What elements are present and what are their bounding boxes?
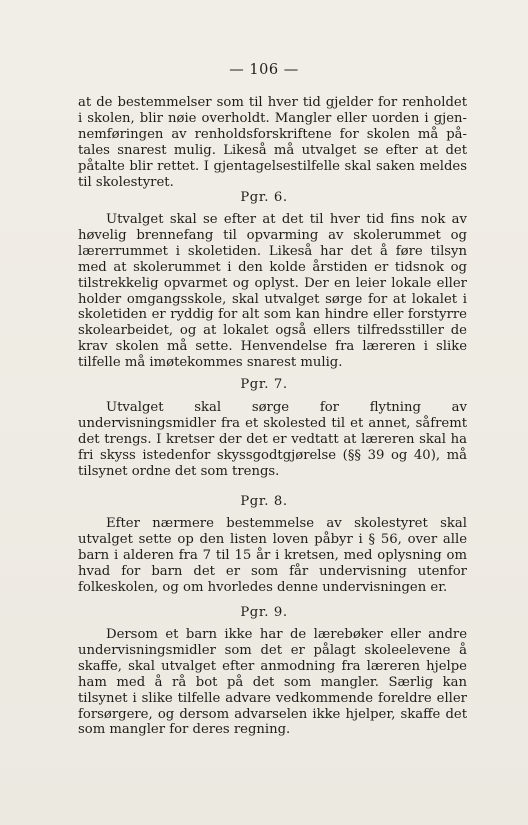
paragraph-pgr-7 <box>78 400 467 480</box>
section-heading-pgr-7: Pgr. 7. <box>240 377 288 392</box>
paragraph-pgr-8-text: Efter nærmere bestemmelse av skolestyret skal utvalget sette op den listen loven påbyr i § 56, over alle barn i alderen fra 7 til 15 år i kretsen, med oplysning om hvad for barn det er som får undervisning utenfor folkeskolen, og om hvorledes denne undervisningen er. <box>78 516 467 595</box>
paragraph-pgr-6 <box>78 212 467 371</box>
page-number: — 106 — <box>229 62 299 78</box>
paragraph-pgr-8 <box>78 516 467 596</box>
paragraph-pgr-6-text: Utvalget skal se efter at det til hver tid fins nok av høvelig brennefang til opvarming av skolerummet og lærerrummet i skoletiden. Likeså har det å føre tilsyn med at skolerummet i den kolde årstiden er tidsnok og tilstrekkelig opvarmet og oplyst. Der en leier lokale eller holder omgangsskole, skal utvalget sørge for at lokalet i skoletiden er ryddig for alt som kan hindre eller forstyrre skolearbeidet, og at lokalet også ellers tilfredsstiller de krav skolen må sette. Henvendelse fra læreren i slike tilfelle må imøtekommes snarest mulig. <box>78 212 467 371</box>
paragraph-intro-text: at de bestemmelser som til hver tid gjelder for renholdet i skolen, blir nøie overholdt. Mangler eller uorden i gjennemføringen av renholdsforskriftene for skolen må påtales snarest mulig. Likeså må utvalget se efter at det påtalte blir rettet. I gjentagelsestilfelle skal saken meldes til skolestyret. <box>78 95 467 190</box>
section-heading-pgr-8: Pgr. 8. <box>240 494 288 509</box>
section-heading-pgr-9: Pgr. 9. <box>240 605 288 620</box>
paragraph-intro <box>78 95 467 190</box>
paragraph-pgr-9-text: Dersom et barn ikke har de lærebøker eller andre undervisningsmidler som det er pålagt skoleelevene å skaffe, skal utvalget efter anmodning fra læreren hjelpe ham med å rå bot på det som mangler. Særlig kan tilsynet i slike tilfelle advare vedkommende foreldre eller forsørgere, og dersom advarselen ikke hjelper, skaffe det som mangler for deres regning. <box>78 627 467 738</box>
paragraph-pgr-7-text: Utvalget skal sørge for flytning av undervisningsmidler fra et skolested til et annet, såfremt det trengs. I kretser der det er vedtatt at læreren skal ha fri skyss istedenfor skyssgodtgjørelse (§§ 39 og 40), må tilsynet ordne det som trengs. <box>78 400 467 479</box>
section-heading-pgr-6: Pgr. 6. <box>240 190 288 205</box>
paragraph-pgr-9 <box>78 627 467 738</box>
